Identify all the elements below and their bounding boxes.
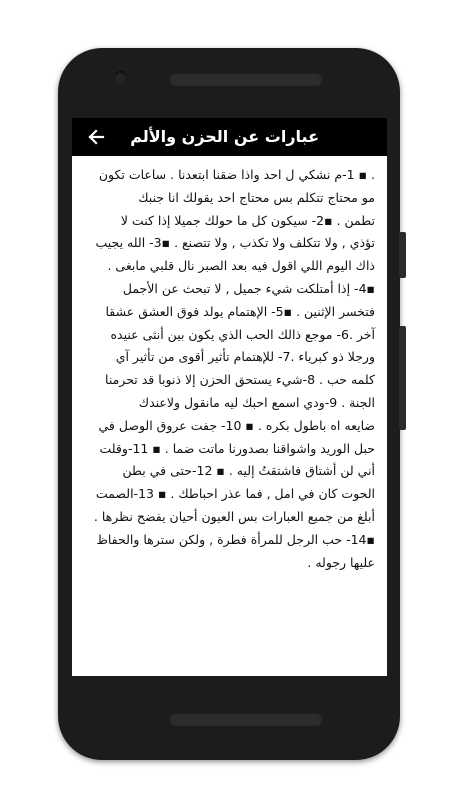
front-camera bbox=[114, 71, 127, 84]
power-button bbox=[399, 232, 406, 278]
text-line: آخر .6- موجع ذالك الحب الذي يكون بين أنثى عنيده bbox=[110, 326, 375, 342]
quotes-text bbox=[72, 156, 387, 574]
volume-button bbox=[399, 326, 406, 430]
text-line: ▪14- حب الرجل للمرأة فطرة , ولكن سترها والحفاظ bbox=[96, 531, 375, 547]
text-line: عليها رجوله . bbox=[307, 554, 375, 570]
text-line: مو محتاج تتكلم بس محتاج احد يقولك انا جنبك bbox=[138, 189, 375, 205]
arrow-left-icon[interactable] bbox=[86, 127, 106, 147]
text-line: كلمه حب . 8-شيء يستحق الحزن إلا ذنوبا قد تحرمنا bbox=[105, 372, 375, 388]
bottom-speaker bbox=[169, 712, 323, 726]
text-line: . ▪ 1-م نشكي ل احد واذا ضقنا ابتعدنا . ساعات تكون bbox=[98, 167, 375, 182]
app-screen bbox=[72, 118, 387, 676]
app-bar bbox=[72, 118, 387, 156]
text-line: أبلغ من جميع العبارات بس العيون أحيان يفضح نظرها . bbox=[93, 508, 375, 524]
text-line: ضايعه اه باطول بكره . ▪ 10- جفت عروق الوصل في bbox=[98, 417, 375, 433]
text-line: الجنة . 9-ودي اسمع احبك ليه مانقول ولاعندك bbox=[138, 394, 375, 410]
top-speaker bbox=[169, 72, 323, 86]
text-line: تطمن . ▪2- سيكون كل ما حولك جميلا إذا كنت لا bbox=[120, 212, 375, 228]
text-line: ▪4- إذا أمتلكت شيء جميل , لا تبحث عن الأجمل bbox=[122, 280, 375, 296]
text-line: الحوت كان في امل , فما عذر احباطك . ▪ 13-الصمت bbox=[95, 486, 375, 502]
page-title: عبارات عن الحزن والألم bbox=[130, 127, 319, 146]
text-line: أني لن أشتاق فاشتقتُ إليه . ▪ 12-حتى في بطن bbox=[122, 463, 375, 479]
text-line: فتخسر الإثنين . ▪5- الإهتمام يولد فوق العشق عشقا bbox=[105, 303, 375, 319]
text-line: تؤذي , ولا تتكلف ولا تكذب , ولا تتصنع . ▪3- الله يجيب bbox=[95, 235, 375, 251]
text-line: ذاك اليوم اللي اقول فيه بعد الصبر نال قلبي مابغى . bbox=[107, 258, 375, 274]
text-line: ورجلا ذو كبرياء .7- للإهتمام تأثير أقوى من تأثير آي bbox=[115, 349, 375, 365]
text-line: حبل الوريد واشواقنا بصدورنا ماتت ضما . ▪ 11-وقلت bbox=[99, 440, 375, 456]
